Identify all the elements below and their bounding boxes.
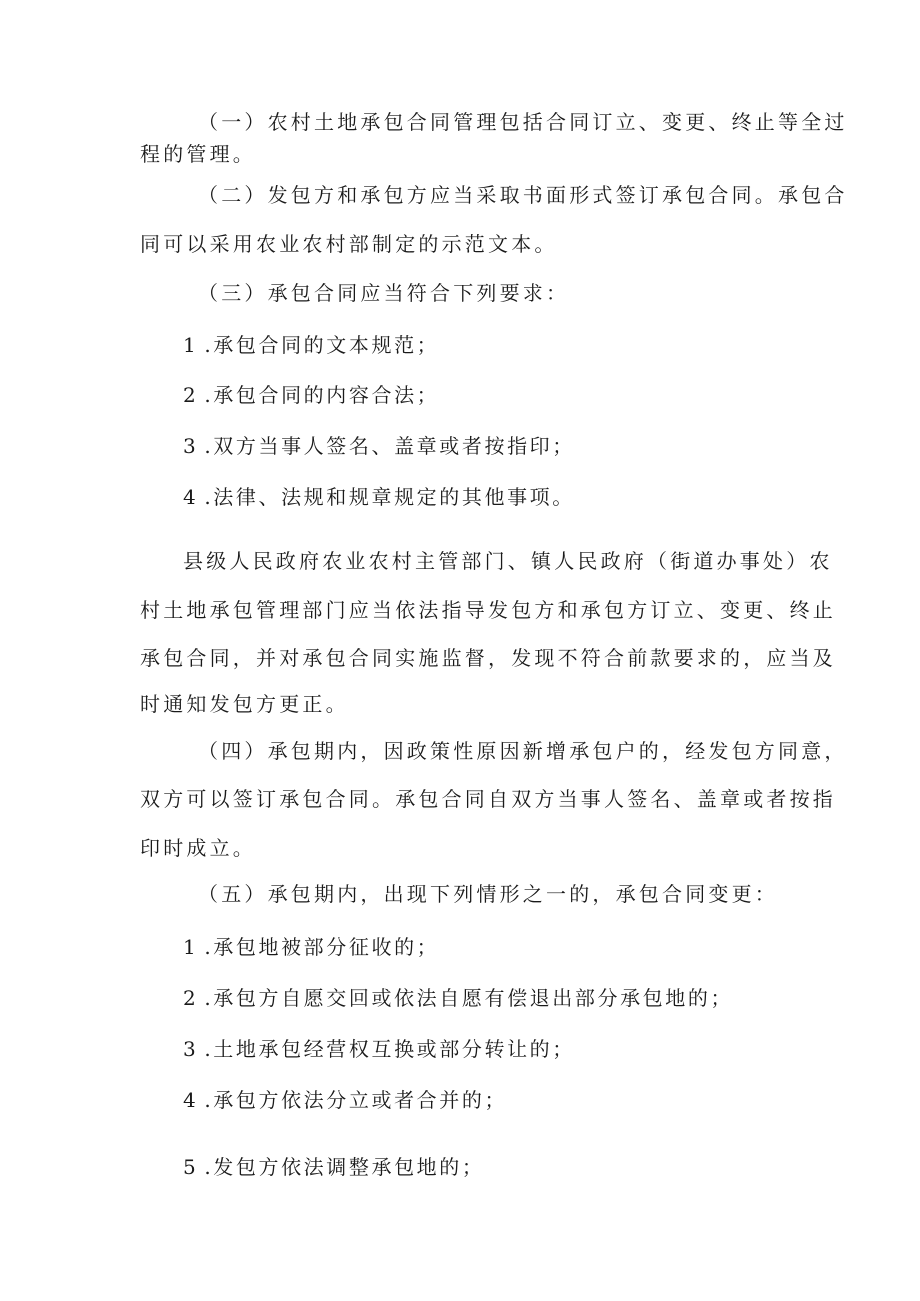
list-2-item-4	[183, 1087, 920, 1113]
list-item-number: 4	[183, 485, 199, 509]
list-item-text: .承包方依法分立或者合并的；	[204, 1088, 508, 1112]
para-4-line-2: 村土地承包管理部门应当依法指导发包方和承包方订立、变更、终止	[140, 598, 836, 622]
para-4-line-3: 承包合同，并对承包合同实施监督，发现不符合前款要求的，应当及	[140, 646, 836, 670]
list-item-number: 5	[183, 1155, 199, 1179]
list-2-item-1	[183, 934, 920, 960]
list-2-item-3	[183, 1036, 920, 1062]
list-item-number: 1	[183, 333, 199, 357]
para-1-line-1: （一）农村土地承包合同管理包括合同订立、变更、终止等全过	[198, 110, 848, 134]
list-item-text: .土地承包经营权互换或部分转让的；	[204, 1037, 575, 1061]
para-1-line-2: 程的管理。	[140, 142, 256, 166]
para-4-line-4: 时通知发包方更正。	[140, 692, 349, 716]
list-item-text: .双方当事人签名、盖章或者按指印；	[204, 434, 575, 458]
list-1-item-3	[183, 433, 920, 459]
list-item-number: 2	[183, 986, 199, 1010]
list-item-number: 4	[183, 1088, 199, 1112]
list-item-text: .承包方自愿交回或依法自愿有偿退出部分承包地的；	[204, 986, 734, 1010]
list-1-item-2	[183, 382, 920, 408]
list-item-text: .承包地被部分征收的；	[204, 935, 440, 959]
para-5-line-1: （四）承包期内，因政策性原因新增承包户的，经发包方同意，	[198, 739, 848, 763]
list-item-text: .法律、法规和规章规定的其他事项。	[204, 485, 575, 509]
para-5-line-3: 印时成立。	[140, 836, 256, 860]
para-2-line-1: （二）发包方和承包方应当采取书面形式签订承包合同。承包合	[198, 183, 848, 207]
list-item-number: 3	[183, 1037, 199, 1061]
list-item-number: 2	[183, 383, 199, 407]
para-2-line-2: 同可以采用农业农村部制定的示范文本。	[140, 232, 558, 256]
list-1-item-4	[183, 484, 920, 510]
list-2-item-5	[183, 1154, 920, 1180]
list-item-number: 3	[183, 434, 199, 458]
list-2-item-2	[183, 985, 920, 1011]
para-3-line-1: （三）承包合同应当符合下列要求：	[198, 281, 570, 305]
para-4-line-1: 县级人民政府农业农村主管部门、镇人民政府（街道办事处）农	[183, 549, 833, 573]
list-item-number: 1	[183, 935, 199, 959]
list-item-text: .承包合同的内容合法；	[204, 383, 440, 407]
para-5-line-2: 双方可以签订承包合同。承包合同自双方当事人签名、盖章或者按指	[140, 787, 836, 811]
para-6-line-1: （五）承包期内，出现下列情形之一的，承包合同变更：	[198, 882, 778, 906]
list-item-text: .发包方依法调整承包地的；	[204, 1155, 485, 1179]
list-item-text: .承包合同的文本规范；	[204, 333, 440, 357]
list-1-item-1	[183, 332, 920, 358]
